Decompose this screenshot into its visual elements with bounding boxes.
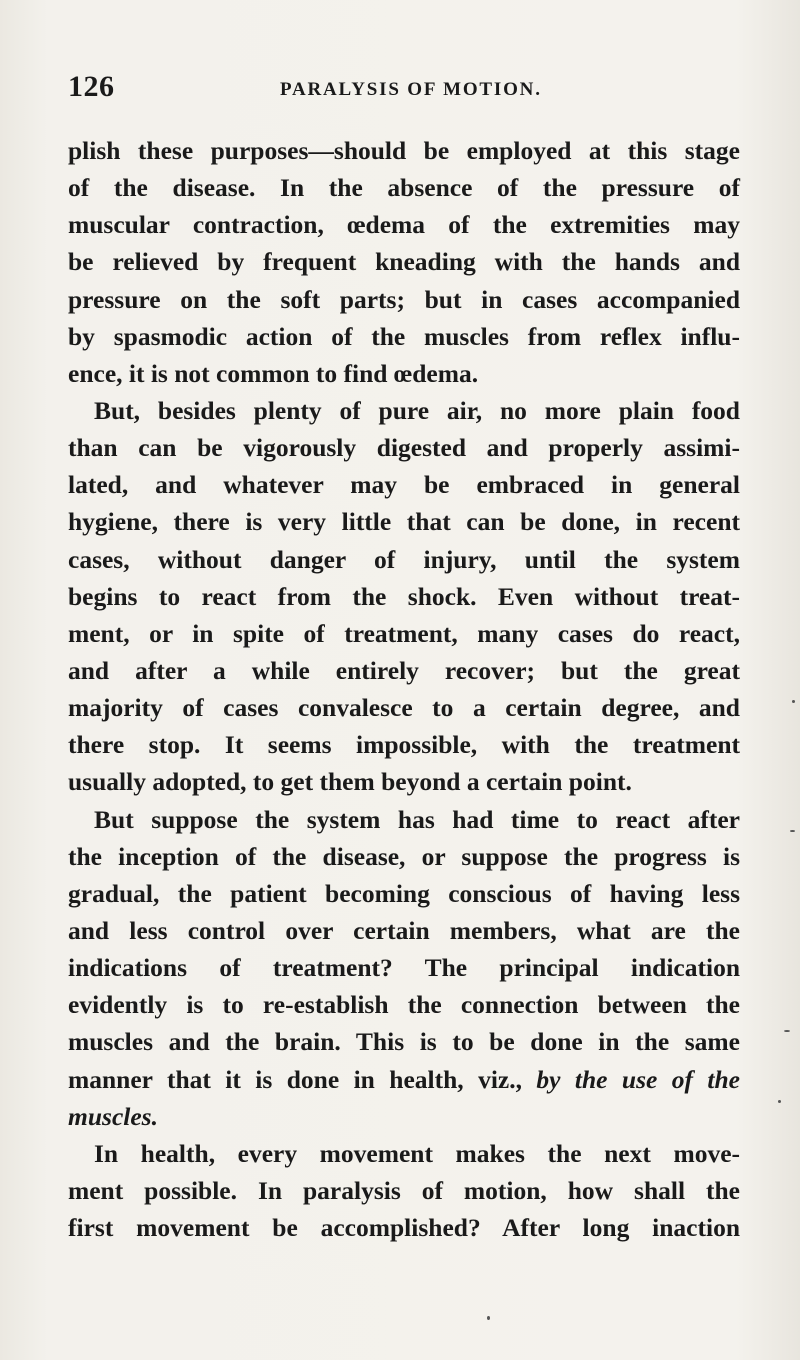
text-line: and after a while entirely recover; but the great bbox=[68, 655, 740, 685]
ink-speck bbox=[790, 830, 795, 832]
text-line: gradual, the patient becoming conscious of having less bbox=[68, 878, 740, 908]
text-line: But, besides plenty of pure air, no more plain food bbox=[94, 395, 740, 425]
ink-speck bbox=[487, 1316, 490, 1320]
text-line: be relieved by frequent kneading with the hands and bbox=[68, 247, 740, 277]
text-line: there stop. It seems impossible, with the treatment bbox=[68, 730, 740, 760]
ink-speck bbox=[784, 1030, 790, 1032]
text-line: muscles and the brain. This is to be done in the same bbox=[68, 1027, 740, 1057]
text-line: ence, it is not common to find œdema. bbox=[68, 358, 479, 388]
page-number: 126 bbox=[68, 70, 115, 103]
text-line: lated, and whatever may be embraced in general bbox=[68, 470, 740, 500]
text-line: of the disease. In the absence of the pressure of bbox=[68, 173, 740, 203]
text-line: majority of cases convalesce to a certain degree, and bbox=[68, 693, 740, 723]
text-line: manner that it is done in health, viz., by the use of the bbox=[68, 1064, 741, 1094]
text-line bbox=[68, 1098, 740, 1135]
text-line: indications of treatment? The principal indication bbox=[68, 953, 740, 983]
ink-speck bbox=[792, 700, 795, 703]
text-line: by spasmodic action of the muscles from reflex influ- bbox=[68, 321, 740, 351]
text-line: usually adopted, to get them beyond a certain point. bbox=[68, 767, 632, 797]
page-header bbox=[68, 70, 748, 110]
text-line: the inception of the disease, or suppose the progress is bbox=[68, 841, 740, 871]
text-line: pressure on the soft parts; but in cases accompanied bbox=[68, 284, 740, 314]
italic-phrase: by the use of the bbox=[536, 1064, 741, 1094]
text-line: ment, or in spite of treatment, many cases do react, bbox=[68, 618, 740, 648]
text-line: begins to react from the shock. Even without treat- bbox=[68, 581, 740, 611]
text-line: muscular contraction, œdema of the extremities may bbox=[68, 210, 740, 240]
text-line: But suppose the system has had time to react after bbox=[94, 804, 740, 834]
body-text bbox=[68, 132, 740, 1246]
text-line: In health, every movement makes the next move- bbox=[94, 1138, 740, 1168]
text-line: hygiene, there is very little that can be done, in recent bbox=[68, 507, 740, 537]
text-line: and less control over certain members, what are the bbox=[68, 915, 740, 945]
text-line: plish these purposes—should be employed at this stage bbox=[68, 136, 740, 165]
text-line: than can be vigorously digested and properly assimi- bbox=[68, 433, 740, 463]
text-line: first movement be accomplished? After long inaction bbox=[68, 1213, 740, 1243]
running-head: PARALYSIS OF MOTION. bbox=[280, 79, 542, 100]
ink-speck bbox=[778, 1100, 781, 1103]
text-line: ment possible. In paralysis of motion, how shall the bbox=[68, 1175, 740, 1205]
text-line: evidently is to re-establish the connection between the bbox=[68, 990, 740, 1020]
text-line: cases, without danger of injury, until the system bbox=[68, 544, 740, 574]
italic-phrase: muscles. bbox=[68, 1101, 158, 1131]
